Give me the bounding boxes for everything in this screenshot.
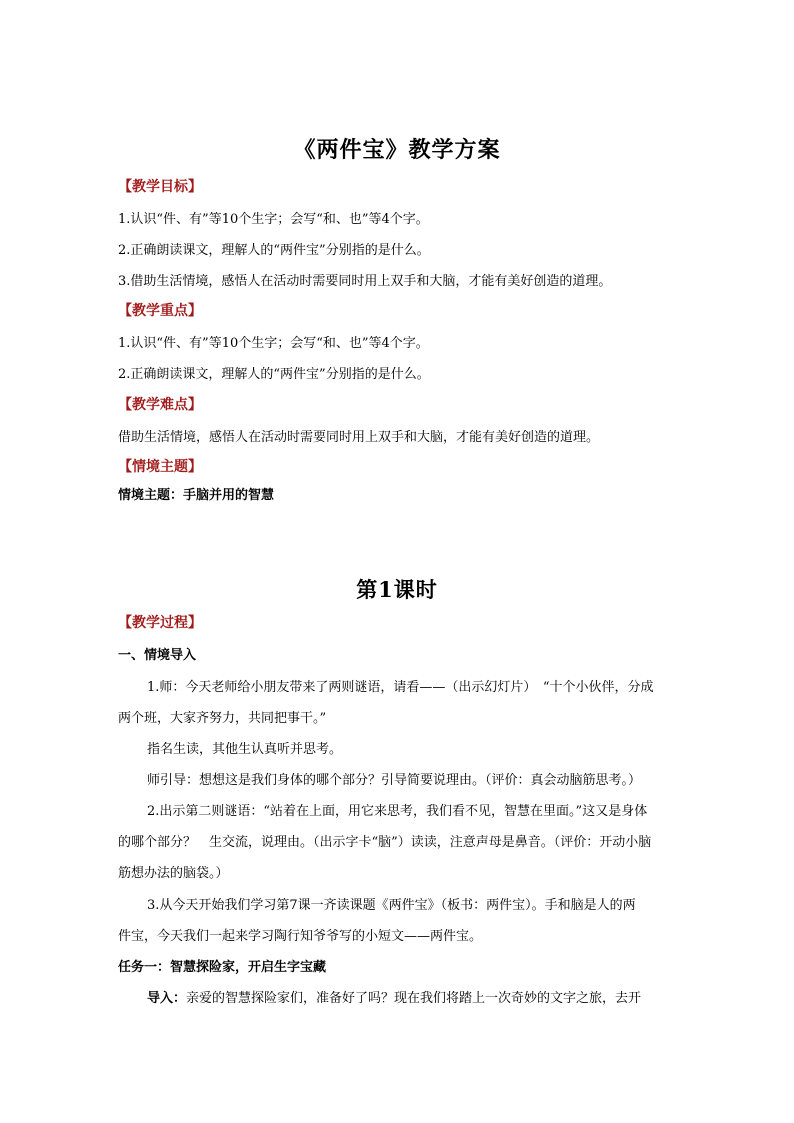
part-heading-intro: 一、情境导入	[118, 648, 197, 663]
paragraph-2-line-2: 的哪个部分？ 生交流，说理由。（出示字卡“脑”）读读，注意声母是鼻音。（评价：开动小脑	[118, 835, 652, 850]
goal-item-3: 3.借助生活情境，感悟人在活动时需要同时用上双手和大脑，才能有美好创造的道理。	[118, 274, 612, 289]
difficulty-item-1: 借助生活情境，感悟人在活动时需要同时用上双手和大脑，才能有美好创造的道理。	[118, 430, 600, 445]
paragraph-3-line-2: 件宝，今天我们一起来学习陶行知爷爷写的小短文——两件宝。	[118, 929, 483, 944]
section-heading-goals: 【教学目标】	[118, 179, 202, 195]
intro-label: 导入：	[147, 991, 187, 1006]
paragraph-2-line-1: 2.出示第二则谜语：“站着在上面，用它来思考，我们看不见，智慧在里面。”这又是身体	[147, 804, 648, 819]
document-title: 《两件宝》教学方案	[293, 137, 501, 163]
intro-text: 亲爱的智慧探险家们，准备好了吗？现在我们将踏上一次奇妙的文字之旅，去开	[186, 991, 642, 1006]
lesson-title: 第1课时	[356, 577, 438, 602]
paragraph-1-line-4: 师引导：想想这是我们身体的哪个部分？引导简要说理由。（评价：真会动脑筋思考。）	[147, 773, 642, 788]
key-point-item-1: 1.认识“件、有”等10个生字；会写“和、也”等4个字。	[118, 336, 429, 351]
intro-paragraph	[147, 987, 678, 1006]
section-heading-key-points: 【教学重点】	[118, 303, 202, 319]
paragraph-2-line-3: 筋想办法的脑袋。）	[118, 866, 229, 881]
task-heading-1: 任务一：智慧探险家，开启生字宝藏	[118, 960, 327, 975]
key-point-item-2: 2.正确朗读课文，理解人的“两件宝”分别指的是什么。	[118, 367, 430, 382]
goal-item-2: 2.正确朗读课文，理解人的“两件宝”分别指的是什么。	[118, 243, 430, 258]
section-heading-process: 【教学过程】	[118, 615, 202, 631]
paragraph-1-line-1: 1.师：今天老师给小朋友带来了两则谜语，请看——（出示幻灯片） “十个小伙伴，分成	[147, 680, 654, 695]
section-heading-difficulties: 【教学难点】	[118, 397, 202, 413]
paragraph-1-line-3: 指名生读，其他生认真听并思考。	[147, 742, 343, 757]
section-heading-theme: 【情境主题】	[118, 459, 202, 475]
paragraph-3-line-1: 3.从今天开始我们学习第7课一齐读课题《两件宝》（板书：两件宝）。手和脑是人的两	[147, 898, 636, 913]
theme-line: 情境主题：手脑并用的智慧	[118, 488, 275, 503]
goal-item-1: 1.认识“件、有”等10个生字；会写“和、也”等4个字。	[118, 212, 429, 227]
paragraph-1-line-2: 两个班，大家齐努力，共同把事干。”	[118, 711, 327, 726]
